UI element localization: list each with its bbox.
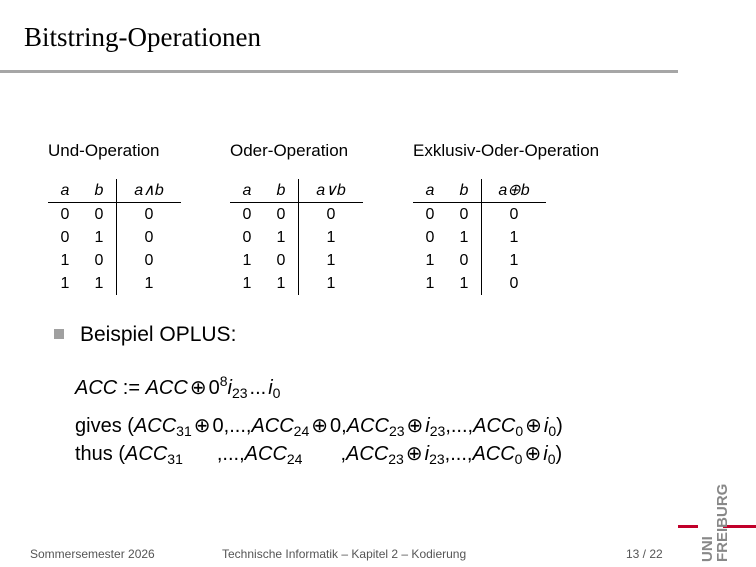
formula-definition: ACC := ACC ⊕ $0^8i_{23}$ ... $i_0$ [75, 373, 281, 401]
cell: 0 [509, 275, 519, 292]
cell: 1 [326, 229, 336, 246]
footer-page-number: 13 / 22 [626, 547, 663, 561]
page-title: Bitstring-Operationen [24, 22, 261, 52]
table-row [230, 249, 363, 272]
cell: 0 [509, 206, 519, 223]
cell: 0 [326, 206, 336, 223]
cell: 1 [60, 252, 70, 269]
cell: 0 [425, 206, 435, 223]
cell: 0 [447, 203, 482, 227]
footer-course: Technische Informatik – Kapitel 2 – Kodierung [222, 547, 467, 561]
table-row [230, 272, 363, 295]
bullet-text: Beispiel OPLUS: [80, 323, 237, 346]
header-result: a⊕b [482, 179, 547, 203]
header-b: b [82, 179, 117, 203]
cell: 1 [447, 226, 482, 249]
cell: 1 [264, 272, 299, 295]
logo-uni-text: UNI [699, 536, 716, 562]
table-row [413, 203, 546, 227]
cell: 0 [264, 249, 299, 272]
table-row [230, 226, 363, 249]
formula-gives: gives ($ACC_{31}$ ⊕ $0,...,ACC_{24}$ ⊕ $0,ACC_{23}$ ⊕ $i_{23},...,ACC_0$ ⊕ $i_0$) [75, 415, 563, 439]
oder-table [230, 179, 363, 295]
cell: 0 [60, 206, 70, 223]
cell: 0 [144, 252, 154, 269]
bullet-square-icon [54, 329, 64, 339]
cell: 1 [425, 252, 435, 269]
cell: 0 [144, 206, 154, 223]
table-row [48, 226, 181, 249]
cell: 0 [242, 206, 252, 223]
formula-thus: thus ($ACC_{31}$ $,...,ACC_{24}$ $,ACC_{23}$ ⊕ $i_{23},...,ACC_0$ ⊕ $i_0$) [75, 443, 563, 467]
header-result: a∧b [117, 179, 182, 203]
xor-title: Exklusiv-Oder-Operation [413, 141, 600, 160]
cell: 0 [447, 249, 482, 272]
header-a: a [230, 179, 264, 203]
cell: 1 [60, 275, 70, 292]
cell: 1 [242, 275, 252, 292]
cell: 1 [242, 252, 252, 269]
footer-semester: Sommersemester 2026 [30, 547, 155, 561]
oder-title: Oder-Operation [230, 141, 349, 160]
cell: 1 [447, 272, 482, 295]
cell: 0 [425, 229, 435, 246]
table-row [413, 226, 546, 249]
table-row [413, 249, 546, 272]
cell: 0 [144, 229, 154, 246]
xor-block [413, 140, 599, 295]
header-result: a∨b [299, 179, 364, 203]
table-row [413, 272, 546, 295]
logo-freiburg-text: FREIBURG [714, 483, 731, 562]
table-row [48, 272, 181, 295]
header-b: b [264, 179, 299, 203]
oder-block [230, 140, 363, 295]
cell: 0 [264, 203, 299, 227]
uni-freiburg-logo [678, 480, 756, 567]
cell: 0 [242, 229, 252, 246]
table-row [48, 249, 181, 272]
cell: 1 [425, 275, 435, 292]
cell: 0 [60, 229, 70, 246]
xor-table [413, 179, 546, 295]
cell: 1 [264, 226, 299, 249]
logo-red-bar-left [678, 525, 698, 528]
header-a: a [413, 179, 447, 203]
und-title: Und-Operation [48, 141, 160, 160]
title-divider [0, 70, 678, 73]
table-row [48, 203, 181, 227]
header-b: b [447, 179, 482, 203]
cell: 1 [326, 275, 336, 292]
cell: 1 [509, 252, 519, 269]
cell: 1 [326, 252, 336, 269]
header-a: a [48, 179, 82, 203]
cell: 0 [82, 203, 117, 227]
cell: 0 [82, 249, 117, 272]
cell: 1 [82, 272, 117, 295]
und-block [48, 140, 181, 295]
table-row [230, 203, 363, 227]
cell: 1 [82, 226, 117, 249]
bullet-item [54, 323, 236, 347]
und-table [48, 179, 181, 295]
cell: 1 [144, 275, 154, 292]
cell: 1 [509, 229, 519, 246]
